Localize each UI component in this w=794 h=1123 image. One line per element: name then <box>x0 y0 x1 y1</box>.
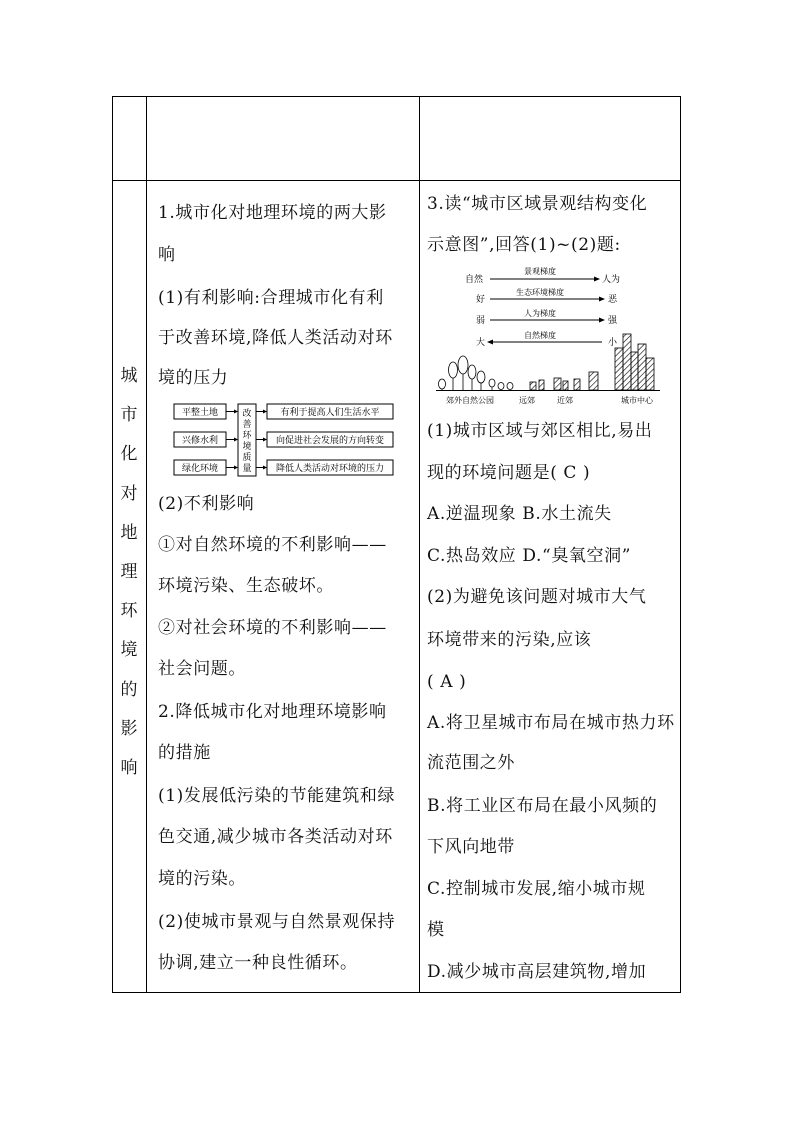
gradient-left-label: 好 <box>476 295 486 305</box>
center-char: 改 <box>242 409 252 419</box>
left-line: 的措施 <box>158 743 211 763</box>
center-char: 量 <box>242 464 252 474</box>
right-line: D.减少城市高层建筑物,增加 <box>427 962 647 982</box>
gradient-right-label: 恶 <box>608 295 618 305</box>
left-line: (2)不利影响 <box>158 494 255 514</box>
right-line: 3.读“城市区域景观结构变化 <box>427 194 648 214</box>
right-line: 示意图”,回答(1)~(2)题: <box>427 235 621 255</box>
input-label: 绿化环境 <box>181 464 219 474</box>
table-right-border <box>680 96 681 993</box>
output-label: 有利于提高人们生活水平 <box>280 408 380 418</box>
side-char: 地 <box>120 522 138 543</box>
left-line: (1)有利影响:合理城市化有利 <box>158 288 384 308</box>
side-char: 影 <box>120 718 138 739</box>
gradient-right-label: 人为 <box>602 275 621 285</box>
right-line: (2)为避免该问题对城市大气 <box>427 587 647 607</box>
side-char: 市 <box>120 405 138 426</box>
left-line: (2)使城市景观与自然景观保持 <box>158 912 396 932</box>
gradient-name: 人为梯度 <box>524 309 556 318</box>
right-line: 流范围之外 <box>427 753 515 773</box>
left-line: 社会问题。 <box>158 659 246 679</box>
center-char: 善 <box>242 420 252 430</box>
side-char: 境 <box>120 640 138 661</box>
side-char: 响 <box>120 757 138 778</box>
right-line: C.控制城市发展,缩小城市规 <box>427 879 646 899</box>
table-col-divider-1 <box>146 96 147 993</box>
left-line: ②对社会环境的不利影响—— <box>158 618 387 638</box>
center-char: 境 <box>242 442 252 452</box>
right-line: A.逆温现象 B.水土流失 <box>427 504 612 524</box>
right-line: 下风向地带 <box>427 837 515 857</box>
left-line: 境的污染。 <box>158 869 246 889</box>
left-line: ①对自然环境的不利影响—— <box>158 535 387 555</box>
gradient-name: 生态环境梯度 <box>516 288 564 297</box>
side-char: 的 <box>120 679 138 700</box>
gradient-left-label: 自然 <box>465 275 484 285</box>
left-line: 响 <box>158 245 176 265</box>
right-line: 现的环境问题是( C ) <box>427 463 591 483</box>
right-line: (1)城市区域与郊区相比,易出 <box>427 421 653 441</box>
table-top-border <box>112 96 681 97</box>
gradient-right-label: 强 <box>608 316 618 326</box>
left-line: 境的压力 <box>158 368 229 388</box>
center-char: 质 <box>242 453 252 463</box>
ground-label: 近郊 <box>557 396 573 405</box>
ground-label: 城市中心 <box>621 396 653 405</box>
side-char: 城 <box>120 366 138 386</box>
left-line: 于改善环境,降低人类活动对环 <box>158 328 393 348</box>
right-line: ( A ) <box>427 672 467 692</box>
side-label <box>112 366 146 797</box>
output-label: 降低人类活动对环境的压力 <box>275 464 385 474</box>
side-char: 化 <box>120 444 138 465</box>
left-line: 1.城市化对地理环境的两大影 <box>158 203 387 223</box>
left-line: (1)发展低污染的节能建筑和绿 <box>158 786 396 806</box>
urban-landscape-figure <box>432 262 668 410</box>
gradient-name: 自然梯度 <box>524 331 556 340</box>
gradient-right-label: 小 <box>608 338 618 348</box>
urbanization-impact-diagram <box>172 400 396 482</box>
side-char: 对 <box>120 483 138 504</box>
gradient-left-label: 大 <box>476 338 486 348</box>
center-char: 环 <box>242 431 252 441</box>
side-char: 环 <box>120 601 138 622</box>
left-line: 色交通,减少城市各类活动对环 <box>158 827 393 847</box>
input-label: 平整土地 <box>181 408 219 418</box>
side-char: 理 <box>120 561 138 582</box>
right-line: A.将卫星城市布局在城市热力环 <box>427 713 675 733</box>
right-line: C.热岛效应 D.“臭氧空洞” <box>427 546 632 566</box>
right-line: 模 <box>427 920 445 940</box>
input-label: 兴修水利 <box>181 436 219 446</box>
table-row-divider <box>112 180 681 181</box>
left-line: 2.降低城市化对地理环境影响 <box>158 702 387 722</box>
ground-label: 郊外自然公园 <box>446 396 494 405</box>
left-line: 协调,建立一种良性循环。 <box>158 953 358 973</box>
table-bottom-border <box>112 992 681 993</box>
table-col-divider-2 <box>419 96 420 993</box>
gradient-left-label: 弱 <box>476 316 486 326</box>
ground-label: 远郊 <box>519 396 535 405</box>
right-line: 环境带来的污染,应该 <box>427 630 592 650</box>
right-line: B.将工业区布局在最小风频的 <box>427 796 658 816</box>
left-line: 环境污染、生态破坏。 <box>158 576 334 596</box>
output-label: 向促进社会发展的方向转变 <box>275 436 385 446</box>
gradient-name: 景观梯度 <box>524 267 556 276</box>
